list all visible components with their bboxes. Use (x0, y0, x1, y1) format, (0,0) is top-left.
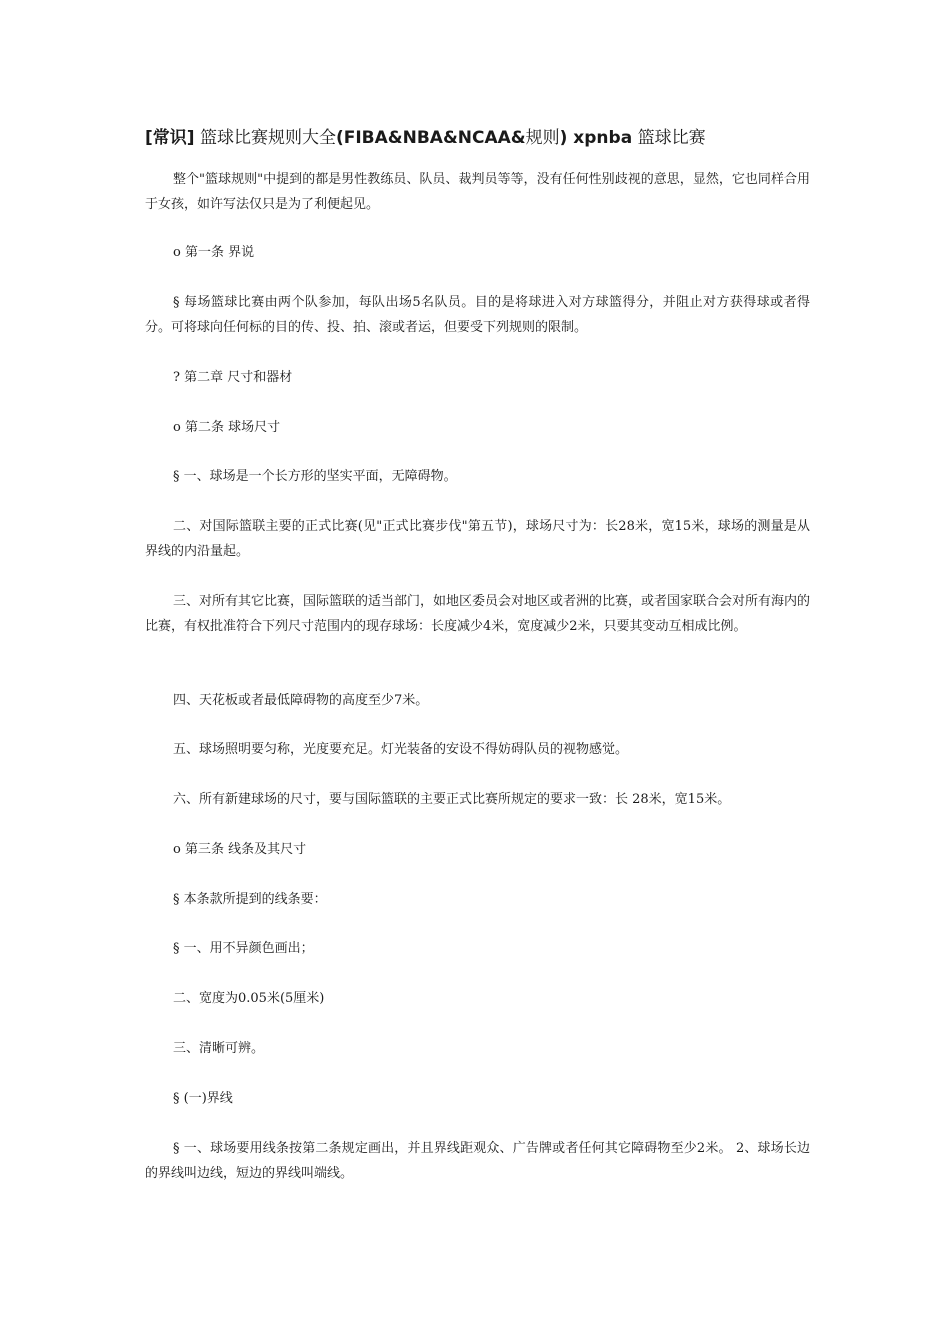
paragraph-lines-2: 二、宽度为0.05米(5厘米) (173, 991, 325, 1006)
paragraph-court-2: 二、对国际篮联主要的正式比赛(见"正式比赛步伐"第五节)，球场尺寸为：长28米，宽15米，球场的测量是从界线的内沿量起。 (145, 519, 810, 559)
paragraph-chapter-2: ? 第二章 尺寸和器材 (173, 370, 293, 385)
title-rule: 规则 (525, 128, 560, 148)
paragraph-definition: § 每场篮球比赛由两个队参加，每队出场5名队员。目的是将球进入对方球篮得分，并阻止对方获得球或者得分。可将球向任何标的目的传、投、拍、滚或者运，但要受下列规则的限制。 (145, 295, 810, 335)
title-main: 篮球比赛规则大全 (194, 128, 336, 148)
title-bold: (FIBA&NBA&NCAA& (335, 128, 526, 148)
paragraph-intro: 整个"篮球规则"中提到的都是男性教练员、队员、裁判员等等，没有任何性别歧视的意思，显然，它也同样合用于女孩，如许写法仅只是为了利便起见。 (145, 172, 810, 212)
title-bold-2: ) xpnba (559, 128, 633, 148)
paragraph-court-4: 四、天花板或者最低障碍物的高度至少7米。 (173, 693, 429, 708)
paragraph-article-3: o 第三条 线条及其尺寸 (173, 842, 307, 857)
paragraph-court-3: 三、对所有其它比赛，国际篮联的适当部门，如地区委员会对地区或者洲的比赛，或者国家联合会对所有海内的比赛，有权批准符合下列尺寸范围内的现存球场：长度减少4米，宽度减少2米，只要其变动互相成比例。 (145, 594, 811, 634)
paragraph-boundary-heading: § (一)界线 (173, 1091, 233, 1106)
paragraph-boundary-1: § 一、球场要用线条按第二条规定画出，并且界线距观众、广告牌或者任何其它障碍物至少2米。 2、球场长边的界线叫边线，短边的界线叫端线。 (145, 1141, 810, 1181)
paragraph-court-6: 六、所有新建球场的尺寸，要与国际篮联的主要正式比赛所规定的要求一致：长 28米，宽15米。 (173, 792, 731, 807)
paragraph-article-1: o 第一条 界说 (173, 245, 255, 260)
paragraph-lines-1: § 一、用不异颜色画出； (173, 941, 314, 956)
title-suffix: 篮球比赛 (632, 128, 706, 148)
paragraph-court-5: 五、球场照明要匀称，光度要充足。灯光装备的安设不得妨碍队员的视物感觉。 (173, 742, 629, 757)
paragraph-court-1: § 一、球场是一个长方形的坚实平面，无障碍物。 (173, 469, 457, 484)
paragraph-article-2: o 第二条 球场尺寸 (173, 420, 281, 435)
title-prefix: [常识] (145, 128, 195, 148)
paragraph-lines-intro: § 本条款所提到的线条要： (173, 892, 327, 907)
paragraph-lines-3: 三、清晰可辨。 (173, 1041, 265, 1056)
document-title (145, 126, 845, 150)
